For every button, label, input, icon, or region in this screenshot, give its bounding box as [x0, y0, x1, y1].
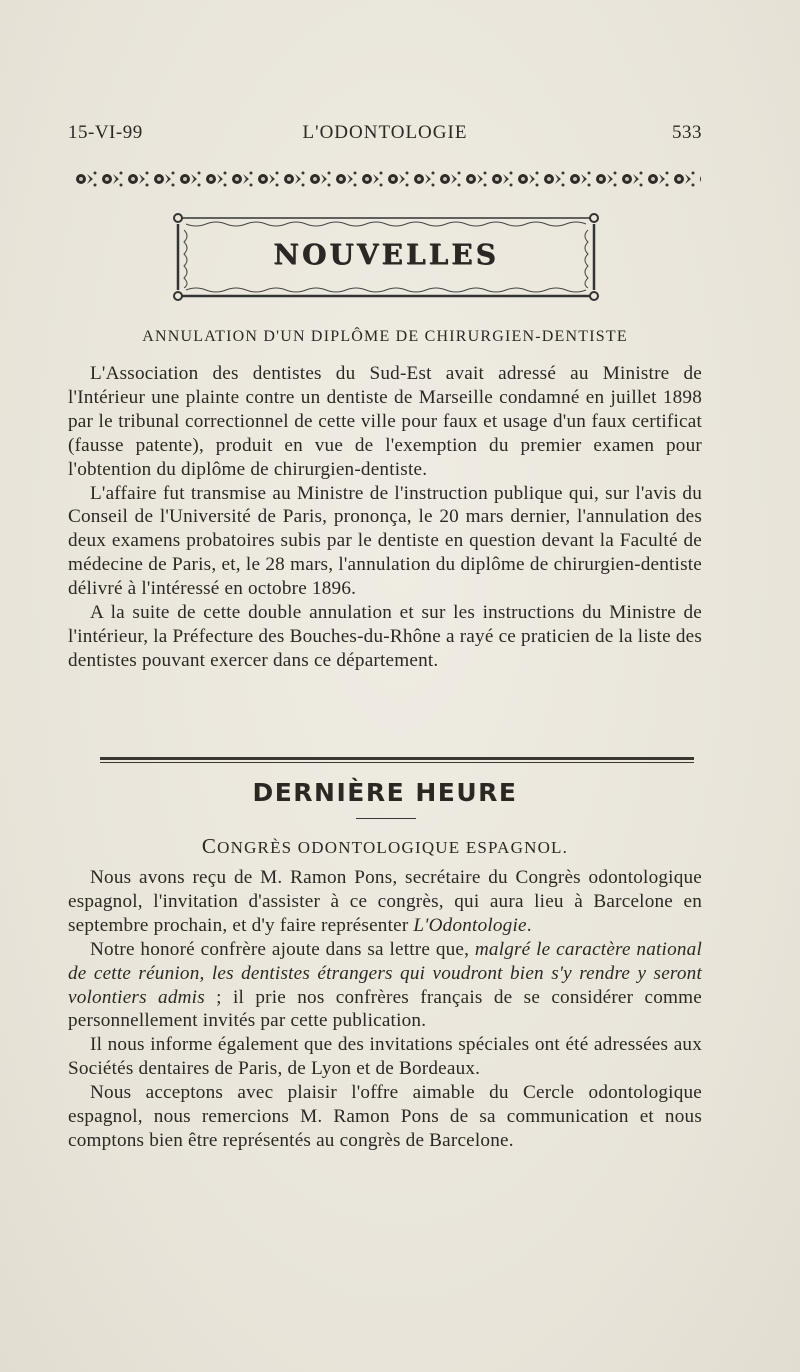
paragraph-text: Notre honoré confrère ajoute dans sa lettre que, — [90, 938, 475, 960]
congress-paragraph: Nous acceptons avec plaisir l'offre aimable du Cercle odontologique espagnol, nous remercions M. Ramon Pons de sa communication et nous comptons bien être représentés au congrès de Barcelone. — [68, 1082, 702, 1151]
journal-name-italic: L'Odontologie — [413, 914, 527, 936]
page-number: 533 — [672, 122, 702, 143]
running-header — [68, 122, 702, 152]
subheading-rest: ONGRÈS ODONTOLOGIQUE ESPAGNOL. — [217, 838, 569, 857]
quoted-italic: malgré le caractère national de cette réunion, les dentistes étrangers qui voudront bien s'y rendre y seront volontiers admis — [68, 938, 702, 1008]
subheading-initial: C — [201, 834, 218, 858]
congress-subheading — [68, 834, 702, 859]
late-news-heading: DERNIÈRE HEURE — [252, 778, 518, 807]
article-paragraph: A la suite de cette double annulation et sur les instructions du Ministre de l'intérieur, la Préfecture des Bouches-du-Rhône a rayé ce praticien de la liste des dentistes pouvant exercer dans ce département. — [68, 602, 702, 671]
double-rule-divider — [100, 757, 694, 763]
congress-paragraph: Il nous informe également que des invitations spéciales ont été adressées aux Sociétés dentaires de Paris, de Lyon et de Bordeaux. — [68, 1034, 702, 1080]
paragraph-text: Nous avons reçu de M. Ramon Pons, secrétaire du Congrès odontologique espagnol, l'invitation d'assister à ce congrès, qui aura lieu à Barcelone en septembre prochain, et d'y faire représenter — [68, 867, 702, 936]
journal-title: L'ODONTOLOGIE — [302, 122, 468, 143]
section-box-title: NOUVELLES — [273, 238, 499, 271]
issue-date: 15-VI-99 — [68, 122, 143, 143]
section-box — [172, 210, 600, 306]
congress-paragraph — [68, 938, 702, 1034]
paragraph-text: . — [526, 914, 532, 936]
short-rule-divider — [356, 818, 416, 819]
article-body — [68, 362, 702, 673]
congress-paragraph — [68, 866, 702, 938]
congress-body — [68, 866, 702, 1153]
article-paragraph: L'affaire fut transmise au Ministre de l'instruction publique qui, sur l'avis du Conseil de l'Université de Paris, prononça, le 20 mars dernier, l'annulation des deux examens probatoires subis par le dentiste en question devant la Faculté de médecine de Paris, et, le 28 mars, l'annulation du diplôme de chirurgien-dentiste délivré à l'intéressé en octobre 1896. — [68, 482, 702, 600]
paragraph-text: ; il prie nos confrères français de se considérer comme personnellement invités par cette publication. — [68, 986, 702, 1032]
article-title: ANNULATION D'UN DIPLÔME DE CHIRURGIEN-DENTISTE — [142, 328, 628, 345]
ornamental-band — [73, 168, 701, 190]
article-paragraph: L'Association des dentistes du Sud-Est avait adressé au Ministre de l'Intérieur une plainte contre un dentiste de Marseille condamné en juillet 1898 par le tribunal correctionnel de cette ville pour faux et usage d'un faux certificat (fausse patente), produit en vue de l'exemption du premier examen pour l'obtention du diplôme de chirurgien-dentiste. — [68, 363, 702, 480]
